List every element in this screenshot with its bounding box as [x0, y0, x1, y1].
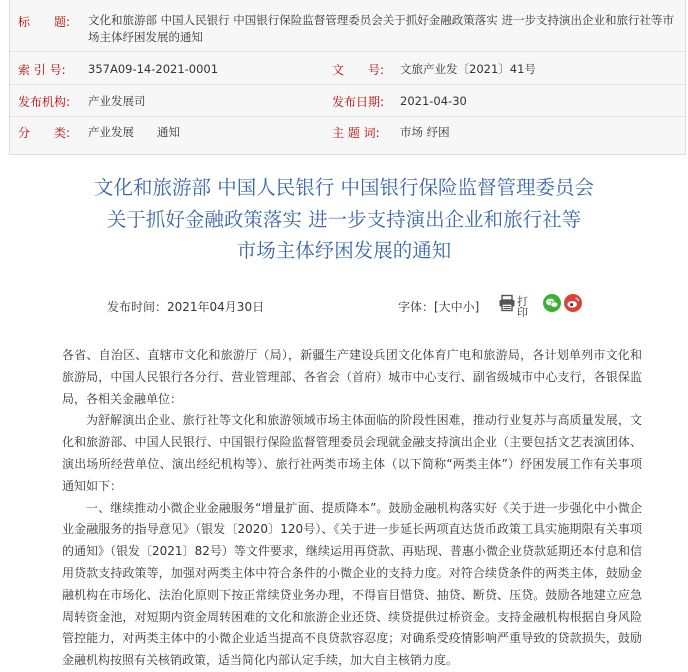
- document-body: [62, 345, 642, 672]
- category-label: 分 类:: [18, 126, 71, 140]
- publish-time: 发布时间：2021年04月30日: [107, 300, 265, 314]
- issuer-label: 发布机构:: [18, 95, 71, 109]
- title-label: 标 题:: [18, 15, 71, 29]
- document-title-line: 文化和旅游部 中国人民银行 中国银行保险监督管理委员会: [94, 176, 594, 199]
- intro-paragraph: 为舒解演出企业、旅行社等文化和旅游领域市场主体面临的阶段性困难，推动行业复苏与高质量发展，文化和旅游部、中国人民银行、中国银行保险监督管理委员会现就金融支持演出企业（主要包括文艺表演团体、演出场所经营单位、演出经纪机构等）、旅行社两类市场主体（以下简称“两类主体”）纾困发展工作有关事项通知如下：: [62, 413, 642, 493]
- document-title-line: 市场主体纾困发展的通知: [236, 239, 452, 262]
- section-one-paragraph: 一、继续推动小微企业金融服务“增量扩面、提质降本”。鼓励金融机构落实好《关于进一步强化中小微企业金融服务的指导意见》（银发〔2020〕120号）、《关于进一步延长两项直达货币政策工具实施期限有关事项的通知》（银发〔2021〕82号）等文件要求，继续运用再贷款、再贴现、普惠小微企业贷款延期还本付息和信用贷款支持政策等，加强对两类主体中符合条件的小微企业的支持力度。对符合续贷条件的两类主体，鼓励金融机构在市场化、法治化原则下按正常续贷业务办理，不得盲目惜贷、抽贷、断贷、压贷。鼓励各地建立应急周转资金池，对短期内资金周转困难的文化和旅游企业还贷、续贷提供过桥资金。支持金融机构根据自身风险管控能力，对两类主体中的小微企业适当提高不良贷款容忍度；对确系受疫情影响严重导致的贷款损失，鼓励金融机构按照有关核销政策，适当简化内部认定手续，加大自主核销力度。: [62, 500, 642, 668]
- index-number-label: 索 引 号:: [18, 63, 66, 77]
- font-size-selector[interactable]: 字体：[大中小]: [398, 300, 480, 314]
- addressee-paragraph: 各省、自治区、直辖市文化和旅游厅（局），新疆生产建设兵团文化体育广电和旅游局，各计划单列市文化和旅游局，中国人民银行各分行、营业管理部、各省会（首府）城市中心支行、副省级城市中心支行，各银保监局，各相关金融单位：: [62, 348, 642, 406]
- document-number-value: 文旅产业发〔2021〕41号: [400, 62, 536, 76]
- index-number-value: 357A09-14-2021-0001: [88, 62, 219, 76]
- wechat-icon[interactable]: [543, 294, 561, 312]
- meta-divider: [10, 84, 685, 85]
- title-value: 文化和旅游部 中国人民银行 中国银行保险监督管理委员会关于抓好金融政策落实 进一步支持演出企业和旅行社等市场主体纾困发展的通知: [88, 13, 674, 44]
- issuer-value: 产业发展司: [88, 94, 146, 108]
- category-value: 产业发展 通知: [88, 125, 180, 139]
- publish-date-label: 发布日期:: [332, 95, 385, 109]
- subject-terms-label: 主 题 词:: [332, 126, 380, 140]
- document-metadata-box: [9, 0, 686, 155]
- printer-icon[interactable]: [498, 294, 516, 312]
- print-label[interactable]: 打印: [517, 295, 528, 319]
- document-title-line: 关于抓好金融政策落实 进一步支持演出企业和旅行社等: [106, 207, 582, 231]
- subject-terms-value: 市场 纾困: [400, 125, 450, 139]
- document-title: [0, 172, 688, 267]
- meta-divider: [10, 51, 685, 52]
- meta-divider: [10, 116, 685, 117]
- document-number-label: 文 号:: [332, 63, 385, 77]
- publish-date-value: 2021-04-30: [400, 94, 467, 108]
- weibo-icon[interactable]: [564, 294, 582, 312]
